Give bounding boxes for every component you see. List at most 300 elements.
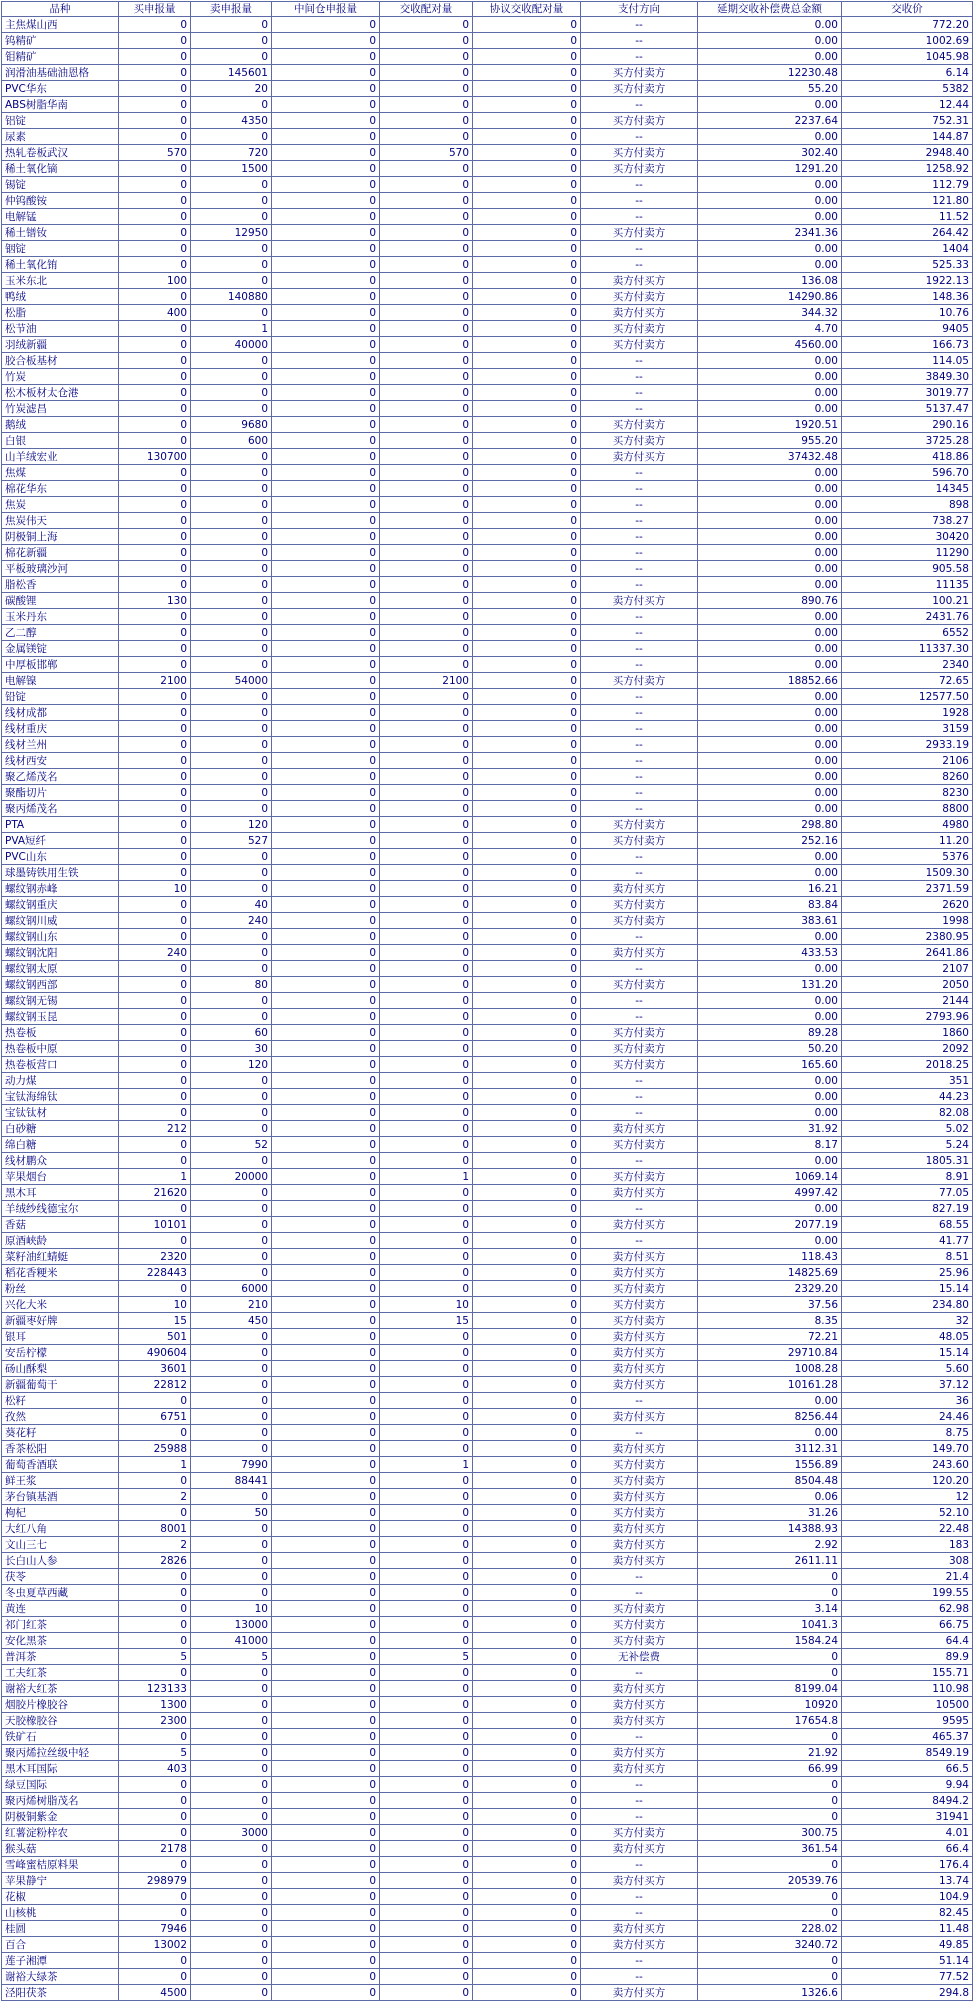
delivery-data-table <box>1 1 973 2001</box>
cell-delivery-price: 15.14 <box>842 1281 973 1297</box>
cell-agreement-matched: 0 <box>473 1441 581 1457</box>
header-compensation-total: 延期交收补偿费总金额 <box>698 2 842 17</box>
cell-buy-quantity: 3601 <box>119 1361 191 1377</box>
cell-variety: 平板玻璃沙河 <box>2 561 119 577</box>
cell-variety: 猴头菇 <box>2 1841 119 1857</box>
cell-agreement-matched: 0 <box>473 433 581 449</box>
table-row <box>2 81 973 97</box>
cell-warehouse-quantity: 0 <box>272 1393 380 1409</box>
cell-compensation-total: 0 <box>698 1665 842 1681</box>
cell-delivery-price: 1928 <box>842 705 973 721</box>
cell-warehouse-quantity: 0 <box>272 1153 380 1169</box>
cell-sell-quantity: 20 <box>191 81 272 97</box>
cell-warehouse-quantity: 0 <box>272 385 380 401</box>
cell-delivery-price: 5.24 <box>842 1137 973 1153</box>
cell-agreement-matched: 0 <box>473 673 581 689</box>
cell-buy-quantity: 0 <box>119 161 191 177</box>
cell-warehouse-quantity: 0 <box>272 1249 380 1265</box>
cell-buy-quantity: 0 <box>119 993 191 1009</box>
table-row <box>2 1441 973 1457</box>
cell-variety: 棉花华东 <box>2 481 119 497</box>
cell-warehouse-quantity: 0 <box>272 1937 380 1953</box>
cell-payment-direction: 买方付卖方 <box>581 161 698 177</box>
cell-buy-quantity: 0 <box>119 417 191 433</box>
cell-variety: 原酒峡龄 <box>2 1233 119 1249</box>
cell-delivery-price: 418.86 <box>842 449 973 465</box>
cell-buy-quantity: 0 <box>119 17 191 33</box>
cell-matched-quantity: 0 <box>380 1409 473 1425</box>
cell-buy-quantity: 100 <box>119 273 191 289</box>
cell-payment-direction: -- <box>581 849 698 865</box>
cell-matched-quantity: 10 <box>380 1297 473 1313</box>
cell-warehouse-quantity: 0 <box>272 561 380 577</box>
cell-variety: 线材重庆 <box>2 721 119 737</box>
cell-compensation-total: 21.92 <box>698 1745 842 1761</box>
cell-warehouse-quantity: 0 <box>272 1617 380 1633</box>
cell-compensation-total: 0.00 <box>698 753 842 769</box>
cell-sell-quantity: 0 <box>191 1265 272 1281</box>
cell-agreement-matched: 0 <box>473 241 581 257</box>
table-row <box>2 1265 973 1281</box>
cell-buy-quantity: 0 <box>119 1105 191 1121</box>
cell-buy-quantity: 7946 <box>119 1921 191 1937</box>
table-row <box>2 1313 973 1329</box>
cell-buy-quantity: 501 <box>119 1329 191 1345</box>
cell-warehouse-quantity: 0 <box>272 1601 380 1617</box>
cell-buy-quantity: 10 <box>119 1297 191 1313</box>
cell-sell-quantity: 0 <box>191 865 272 881</box>
cell-buy-quantity: 0 <box>119 1073 191 1089</box>
cell-payment-direction: 买方付卖方 <box>581 1169 698 1185</box>
cell-variety: 碳酸锂 <box>2 593 119 609</box>
table-row <box>2 1457 973 1473</box>
cell-buy-quantity: 0 <box>119 641 191 657</box>
table-row <box>2 1169 973 1185</box>
cell-variety: 松脂 <box>2 305 119 321</box>
cell-compensation-total: 0 <box>698 1777 842 1793</box>
cell-payment-direction: 买方付卖方 <box>581 833 698 849</box>
table-row <box>2 1713 973 1729</box>
cell-sell-quantity: 0 <box>191 481 272 497</box>
cell-matched-quantity: 0 <box>380 1585 473 1601</box>
cell-payment-direction: -- <box>581 641 698 657</box>
cell-warehouse-quantity: 0 <box>272 993 380 1009</box>
cell-compensation-total: 433.53 <box>698 945 842 961</box>
cell-variety: 金属镁锭 <box>2 641 119 657</box>
cell-payment-direction: -- <box>581 561 698 577</box>
cell-sell-quantity: 40000 <box>191 337 272 353</box>
cell-delivery-price: 9405 <box>842 321 973 337</box>
cell-buy-quantity: 0 <box>119 1809 191 1825</box>
cell-compensation-total: 1291.20 <box>698 161 842 177</box>
cell-warehouse-quantity: 0 <box>272 1537 380 1553</box>
cell-agreement-matched: 0 <box>473 721 581 737</box>
cell-agreement-matched: 0 <box>473 353 581 369</box>
cell-agreement-matched: 0 <box>473 481 581 497</box>
cell-variety: 谢裕大红茶 <box>2 1681 119 1697</box>
cell-payment-direction: 买方付卖方 <box>581 321 698 337</box>
table-row <box>2 1393 973 1409</box>
cell-matched-quantity: 0 <box>380 1441 473 1457</box>
cell-delivery-price: 15.14 <box>842 1345 973 1361</box>
cell-compensation-total: 3112.31 <box>698 1441 842 1457</box>
table-row <box>2 1905 973 1921</box>
cell-payment-direction: 买方付卖方 <box>581 913 698 929</box>
cell-matched-quantity: 0 <box>380 17 473 33</box>
cell-delivery-price: 149.70 <box>842 1441 973 1457</box>
cell-matched-quantity: 0 <box>380 897 473 913</box>
cell-variety: PTA <box>2 817 119 833</box>
cell-variety: 白银 <box>2 433 119 449</box>
cell-variety: 仲钨酸铵 <box>2 193 119 209</box>
cell-warehouse-quantity: 0 <box>272 145 380 161</box>
cell-variety: 阴极铜上海 <box>2 529 119 545</box>
cell-variety: 安化黑茶 <box>2 1633 119 1649</box>
cell-payment-direction: 卖方付买方 <box>581 881 698 897</box>
cell-payment-direction: 卖方付买方 <box>581 1121 698 1137</box>
table-row <box>2 1473 973 1489</box>
cell-payment-direction: 买方付卖方 <box>581 817 698 833</box>
cell-matched-quantity: 0 <box>380 353 473 369</box>
cell-sell-quantity: 0 <box>191 1809 272 1825</box>
cell-sell-quantity: 240 <box>191 913 272 929</box>
cell-payment-direction: -- <box>581 929 698 945</box>
cell-compensation-total: 0 <box>698 1585 842 1601</box>
cell-payment-direction: -- <box>581 177 698 193</box>
cell-sell-quantity: 0 <box>191 513 272 529</box>
cell-payment-direction: -- <box>581 1393 698 1409</box>
cell-buy-quantity: 400 <box>119 305 191 321</box>
cell-compensation-total: 298.80 <box>698 817 842 833</box>
cell-matched-quantity: 0 <box>380 81 473 97</box>
cell-sell-quantity: 0 <box>191 561 272 577</box>
header-agreement-matched: 协议交收配对量 <box>473 2 581 17</box>
cell-delivery-price: 6.14 <box>842 65 973 81</box>
cell-buy-quantity: 0 <box>119 401 191 417</box>
cell-sell-quantity: 0 <box>191 1937 272 1953</box>
table-row <box>2 833 973 849</box>
table-row <box>2 769 973 785</box>
cell-matched-quantity: 0 <box>380 1089 473 1105</box>
cell-compensation-total: 0.00 <box>698 369 842 385</box>
cell-agreement-matched: 0 <box>473 1473 581 1489</box>
cell-variety: 热卷板营口 <box>2 1057 119 1073</box>
cell-warehouse-quantity: 0 <box>272 913 380 929</box>
cell-warehouse-quantity: 0 <box>272 1425 380 1441</box>
cell-sell-quantity: 0 <box>191 1409 272 1425</box>
cell-buy-quantity: 2100 <box>119 673 191 689</box>
cell-variety: 山羊绒宏业 <box>2 449 119 465</box>
cell-agreement-matched: 0 <box>473 1137 581 1153</box>
cell-buy-quantity: 0 <box>119 1825 191 1841</box>
cell-delivery-price: 11290 <box>842 545 973 561</box>
cell-buy-quantity: 0 <box>119 49 191 65</box>
cell-buy-quantity: 0 <box>119 1633 191 1649</box>
cell-compensation-total: 0.00 <box>698 1201 842 1217</box>
cell-delivery-price: 14345 <box>842 481 973 497</box>
cell-warehouse-quantity: 0 <box>272 1089 380 1105</box>
cell-warehouse-quantity: 0 <box>272 1329 380 1345</box>
cell-buy-quantity: 0 <box>119 481 191 497</box>
cell-delivery-price: 1045.98 <box>842 49 973 65</box>
cell-delivery-price: 264.42 <box>842 225 973 241</box>
cell-sell-quantity: 0 <box>191 1377 272 1393</box>
cell-warehouse-quantity: 0 <box>272 449 380 465</box>
cell-payment-direction: 买方付卖方 <box>581 1633 698 1649</box>
cell-payment-direction: 卖方付买方 <box>581 1345 698 1361</box>
cell-agreement-matched: 0 <box>473 625 581 641</box>
cell-compensation-total: 0.00 <box>698 849 842 865</box>
cell-sell-quantity: 0 <box>191 209 272 225</box>
table-row <box>2 209 973 225</box>
cell-sell-quantity: 0 <box>191 1729 272 1745</box>
cell-payment-direction: -- <box>581 801 698 817</box>
table-row <box>2 513 973 529</box>
cell-sell-quantity: 30 <box>191 1041 272 1057</box>
cell-compensation-total: 0.00 <box>698 97 842 113</box>
cell-matched-quantity: 0 <box>380 1425 473 1441</box>
cell-sell-quantity: 0 <box>191 449 272 465</box>
cell-warehouse-quantity: 0 <box>272 961 380 977</box>
table-row <box>2 1681 973 1697</box>
cell-payment-direction: 买方付卖方 <box>581 1617 698 1633</box>
cell-buy-quantity: 0 <box>119 433 191 449</box>
cell-matched-quantity: 0 <box>380 449 473 465</box>
cell-delivery-price: 738.27 <box>842 513 973 529</box>
cell-agreement-matched: 0 <box>473 593 581 609</box>
cell-agreement-matched: 0 <box>473 817 581 833</box>
cell-compensation-total: 0.00 <box>698 657 842 673</box>
cell-sell-quantity: 10 <box>191 1601 272 1617</box>
cell-matched-quantity: 0 <box>380 369 473 385</box>
cell-agreement-matched: 0 <box>473 1937 581 1953</box>
cell-matched-quantity: 0 <box>380 1233 473 1249</box>
cell-buy-quantity: 0 <box>119 609 191 625</box>
cell-payment-direction: 买方付卖方 <box>581 81 698 97</box>
cell-warehouse-quantity: 0 <box>272 113 380 129</box>
cell-variety: 螺纹钢川威 <box>2 913 119 929</box>
table-row <box>2 1153 973 1169</box>
cell-variety: 螺纹钢无锡 <box>2 993 119 1009</box>
cell-warehouse-quantity: 0 <box>272 353 380 369</box>
cell-buy-quantity: 0 <box>119 1505 191 1521</box>
cell-payment-direction: -- <box>581 689 698 705</box>
cell-warehouse-quantity: 0 <box>272 1137 380 1153</box>
cell-delivery-price: 827.19 <box>842 1201 973 1217</box>
cell-buy-quantity: 0 <box>119 1201 191 1217</box>
cell-delivery-price: 2144 <box>842 993 973 1009</box>
cell-variety: 线材西安 <box>2 753 119 769</box>
cell-matched-quantity: 0 <box>380 385 473 401</box>
cell-sell-quantity: 50 <box>191 1505 272 1521</box>
cell-warehouse-quantity: 0 <box>272 1025 380 1041</box>
cell-agreement-matched: 0 <box>473 209 581 225</box>
cell-buy-quantity: 5 <box>119 1649 191 1665</box>
cell-agreement-matched: 0 <box>473 1265 581 1281</box>
cell-sell-quantity: 88441 <box>191 1473 272 1489</box>
cell-buy-quantity: 0 <box>119 1777 191 1793</box>
cell-buy-quantity: 0 <box>119 1905 191 1921</box>
cell-compensation-total: 0.00 <box>698 865 842 881</box>
cell-variety: 鸭绒 <box>2 289 119 305</box>
cell-sell-quantity: 9680 <box>191 417 272 433</box>
table-row <box>2 817 973 833</box>
cell-compensation-total: 0.00 <box>698 1073 842 1089</box>
cell-buy-quantity: 0 <box>119 81 191 97</box>
table-row <box>2 865 973 881</box>
cell-payment-direction: -- <box>581 1569 698 1585</box>
header-variety: 品种 <box>2 2 119 17</box>
cell-delivery-price: 8.91 <box>842 1169 973 1185</box>
cell-delivery-price: 5.60 <box>842 1361 973 1377</box>
cell-agreement-matched: 0 <box>473 865 581 881</box>
cell-variety: 铟锭 <box>2 241 119 257</box>
cell-matched-quantity: 0 <box>380 561 473 577</box>
cell-sell-quantity: 0 <box>191 1857 272 1873</box>
cell-delivery-price: 51.14 <box>842 1953 973 1969</box>
cell-delivery-price: 4980 <box>842 817 973 833</box>
cell-buy-quantity: 0 <box>119 577 191 593</box>
cell-warehouse-quantity: 0 <box>272 1201 380 1217</box>
cell-delivery-price: 5137.47 <box>842 401 973 417</box>
cell-warehouse-quantity: 0 <box>272 1873 380 1889</box>
cell-matched-quantity: 0 <box>380 1617 473 1633</box>
cell-payment-direction: 卖方付买方 <box>581 449 698 465</box>
cell-sell-quantity: 40 <box>191 897 272 913</box>
cell-agreement-matched: 0 <box>473 1697 581 1713</box>
cell-matched-quantity: 0 <box>380 545 473 561</box>
cell-matched-quantity: 0 <box>380 1185 473 1201</box>
cell-agreement-matched: 0 <box>473 1745 581 1761</box>
cell-agreement-matched: 0 <box>473 81 581 97</box>
cell-delivery-price: 8549.19 <box>842 1745 973 1761</box>
cell-variety: 螺纹钢重庆 <box>2 897 119 913</box>
cell-compensation-total: 383.61 <box>698 913 842 929</box>
cell-agreement-matched: 0 <box>473 113 581 129</box>
cell-sell-quantity: 0 <box>191 577 272 593</box>
cell-agreement-matched: 0 <box>473 1841 581 1857</box>
cell-sell-quantity: 6000 <box>191 1281 272 1297</box>
cell-matched-quantity: 0 <box>380 1137 473 1153</box>
cell-variety: 文山三七 <box>2 1537 119 1553</box>
cell-matched-quantity: 0 <box>380 993 473 1009</box>
table-row <box>2 241 973 257</box>
cell-variety: 银耳 <box>2 1329 119 1345</box>
cell-payment-direction: 卖方付买方 <box>581 1921 698 1937</box>
cell-matched-quantity: 0 <box>380 657 473 673</box>
cell-sell-quantity: 0 <box>191 545 272 561</box>
cell-compensation-total: 0.00 <box>698 641 842 657</box>
cell-warehouse-quantity: 0 <box>272 641 380 657</box>
cell-delivery-price: 110.98 <box>842 1681 973 1697</box>
cell-agreement-matched: 0 <box>473 65 581 81</box>
cell-variety: 鲜王浆 <box>2 1473 119 1489</box>
header-delivery-price: 交收价 <box>842 2 973 17</box>
cell-agreement-matched: 0 <box>473 849 581 865</box>
cell-agreement-matched: 0 <box>473 161 581 177</box>
cell-compensation-total: 0.00 <box>698 497 842 513</box>
cell-buy-quantity: 0 <box>119 177 191 193</box>
table-row <box>2 1745 973 1761</box>
cell-compensation-total: 8.35 <box>698 1313 842 1329</box>
cell-sell-quantity: 60 <box>191 1025 272 1041</box>
cell-warehouse-quantity: 0 <box>272 1729 380 1745</box>
cell-buy-quantity: 1 <box>119 1457 191 1473</box>
cell-delivery-price: 2018.25 <box>842 1057 973 1073</box>
cell-buy-quantity: 0 <box>119 385 191 401</box>
cell-payment-direction: 卖方付买方 <box>581 1489 698 1505</box>
cell-sell-quantity: 0 <box>191 1665 272 1681</box>
cell-sell-quantity: 0 <box>191 1697 272 1713</box>
cell-matched-quantity: 0 <box>380 705 473 721</box>
cell-payment-direction: -- <box>581 129 698 145</box>
cell-buy-quantity: 0 <box>119 1569 191 1585</box>
table-row <box>2 657 973 673</box>
cell-warehouse-quantity: 0 <box>272 1489 380 1505</box>
cell-compensation-total: 12230.48 <box>698 65 842 81</box>
cell-warehouse-quantity: 0 <box>272 817 380 833</box>
cell-compensation-total: 2.92 <box>698 1537 842 1553</box>
cell-agreement-matched: 0 <box>473 1873 581 1889</box>
cell-payment-direction: -- <box>581 753 698 769</box>
cell-payment-direction: -- <box>581 17 698 33</box>
cell-buy-quantity: 0 <box>119 225 191 241</box>
table-row <box>2 1969 973 1985</box>
cell-variety: 枸杞 <box>2 1505 119 1521</box>
cell-buy-quantity: 0 <box>119 1601 191 1617</box>
cell-agreement-matched: 0 <box>473 961 581 977</box>
cell-payment-direction: 卖方付买方 <box>581 1697 698 1713</box>
cell-agreement-matched: 0 <box>473 321 581 337</box>
cell-buy-quantity: 0 <box>119 801 191 817</box>
cell-buy-quantity: 0 <box>119 193 191 209</box>
cell-sell-quantity: 527 <box>191 833 272 849</box>
cell-delivery-price: 12 <box>842 1489 973 1505</box>
cell-delivery-price: 68.55 <box>842 1217 973 1233</box>
cell-buy-quantity: 2178 <box>119 1841 191 1857</box>
table-row <box>2 1697 973 1713</box>
cell-compensation-total: 0 <box>698 1809 842 1825</box>
cell-variety: 润滑油基础油恩格 <box>2 65 119 81</box>
cell-payment-direction: -- <box>581 1809 698 1825</box>
table-row <box>2 1297 973 1313</box>
cell-variety: 茯苓 <box>2 1569 119 1585</box>
cell-compensation-total: 0.00 <box>698 609 842 625</box>
cell-agreement-matched: 0 <box>473 1329 581 1345</box>
cell-compensation-total: 1326.6 <box>698 1985 842 2001</box>
cell-agreement-matched: 0 <box>473 1425 581 1441</box>
cell-matched-quantity: 0 <box>380 1745 473 1761</box>
cell-agreement-matched: 0 <box>473 1969 581 1985</box>
cell-buy-quantity: 0 <box>119 913 191 929</box>
table-row <box>2 993 973 1009</box>
cell-warehouse-quantity: 0 <box>272 1841 380 1857</box>
cell-variety: 焦煤 <box>2 465 119 481</box>
cell-payment-direction: 卖方付买方 <box>581 1185 698 1201</box>
cell-sell-quantity: 0 <box>191 1953 272 1969</box>
cell-sell-quantity: 600 <box>191 433 272 449</box>
cell-delivery-price: 120.20 <box>842 1473 973 1489</box>
cell-matched-quantity: 0 <box>380 1393 473 1409</box>
cell-matched-quantity: 0 <box>380 497 473 513</box>
table-row <box>2 1505 973 1521</box>
cell-agreement-matched: 0 <box>473 1921 581 1937</box>
cell-agreement-matched: 0 <box>473 1313 581 1329</box>
cell-sell-quantity: 0 <box>191 1889 272 1905</box>
table-body <box>2 17 973 2001</box>
cell-warehouse-quantity: 0 <box>272 625 380 641</box>
table-row <box>2 1489 973 1505</box>
